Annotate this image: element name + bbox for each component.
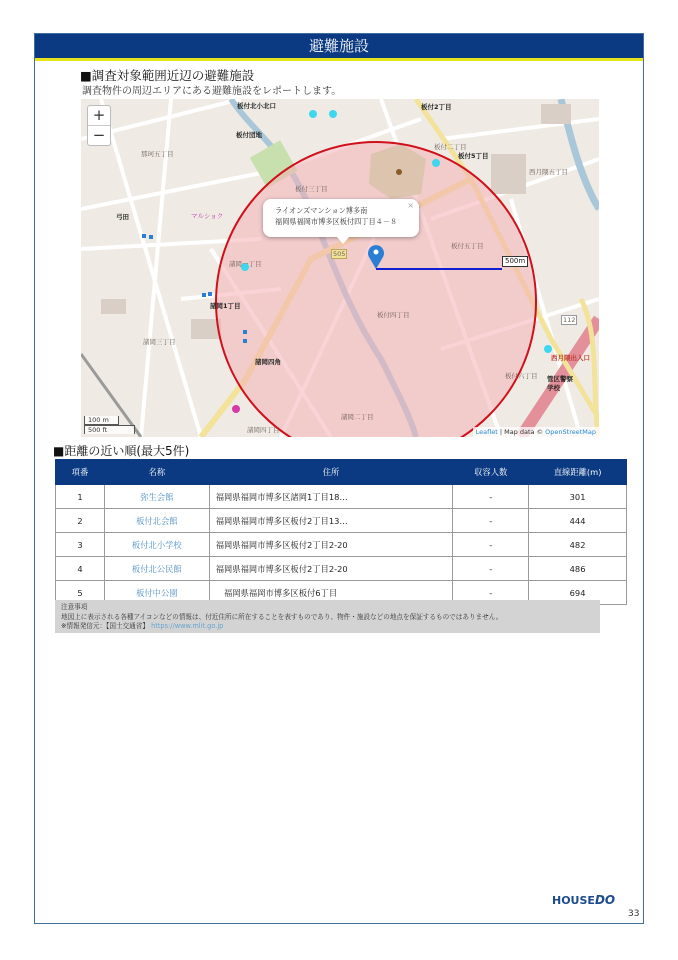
cell-no: 5 bbox=[56, 581, 105, 605]
table-row bbox=[56, 485, 627, 509]
cell-distance: 444 bbox=[529, 509, 627, 533]
housedo-logo bbox=[552, 893, 615, 907]
cell-capacity: - bbox=[453, 533, 529, 557]
shelter-marker bbox=[544, 345, 552, 353]
map-label: 管区警察学校 bbox=[547, 375, 573, 392]
notes-source bbox=[61, 622, 600, 632]
cell-capacity: - bbox=[453, 557, 529, 581]
cell-address: 福岡県福岡市博多区板付2丁目2-20 bbox=[209, 557, 453, 581]
column-header-distance: 直線距離(m) bbox=[529, 460, 627, 485]
map-label: 板付団地 bbox=[236, 131, 262, 139]
property-marker-dot bbox=[374, 250, 379, 255]
attribution-text: | Map data © bbox=[497, 428, 546, 436]
map-building bbox=[491, 154, 526, 194]
bus-stop-icon bbox=[202, 293, 206, 297]
bus-stop-icon bbox=[149, 235, 153, 239]
logo-do: DO bbox=[594, 893, 616, 907]
column-header-name: 名称 bbox=[104, 460, 209, 485]
section-title: ■調査対象範囲近辺の避難施設 bbox=[80, 68, 255, 83]
map-label: 諸岡一丁目 bbox=[229, 260, 262, 268]
page-number: 33 bbox=[628, 909, 640, 919]
cell-no: 3 bbox=[56, 533, 105, 557]
shelter-marker bbox=[309, 110, 317, 118]
property-popup bbox=[263, 199, 419, 237]
cell-distance: 301 bbox=[529, 485, 627, 509]
cell-name-link[interactable]: 板付北小学校 bbox=[104, 533, 209, 557]
popup-property-name: ライオンズマンション博多南 bbox=[275, 206, 368, 215]
cell-capacity: - bbox=[453, 485, 529, 509]
search-radius-circle bbox=[216, 142, 536, 437]
scale-imperial: 500 ft bbox=[84, 425, 135, 434]
cell-capacity: - bbox=[453, 509, 529, 533]
cell-distance: 482 bbox=[529, 533, 627, 557]
cell-distance: 486 bbox=[529, 557, 627, 581]
map-label: 弓田 bbox=[116, 213, 129, 221]
bus-stop-icon bbox=[243, 330, 247, 334]
column-header-capacity: 収容人数 bbox=[453, 460, 529, 485]
zoom-out-button[interactable]: − bbox=[88, 125, 110, 145]
header-accent-line bbox=[35, 58, 643, 61]
shrine-icon bbox=[396, 169, 402, 175]
scale-metric: 100 m bbox=[84, 416, 119, 425]
list-title: ■距離の近い順(最大5件) bbox=[53, 444, 190, 458]
shelter-map[interactable] bbox=[81, 99, 599, 437]
notes-source-label: ※情報発信元：【国土交通省】 bbox=[61, 622, 149, 630]
cell-capacity: - bbox=[453, 581, 529, 605]
map-label: 板付5丁目 bbox=[458, 152, 489, 160]
map-building bbox=[541, 104, 571, 124]
map-label: 諸岡三丁目 bbox=[143, 338, 176, 346]
cell-address: 福岡県福岡市博多区板付2丁目13… bbox=[209, 509, 453, 533]
cell-name-link[interactable]: 板付北公民館 bbox=[104, 557, 209, 581]
cell-address: 福岡県福岡市博多区板付6丁目 bbox=[209, 581, 453, 605]
notes-source-link[interactable]: https://www.mlit.go.jp bbox=[151, 622, 224, 630]
map-label: 板付北小北口 bbox=[237, 102, 276, 110]
popup-property-address: 福岡県福岡市博多区板付四丁目４－８ bbox=[275, 217, 398, 226]
map-building bbox=[101, 299, 126, 314]
map-label: 板付六丁目 bbox=[505, 372, 538, 380]
map-label: 板付五丁目 bbox=[451, 242, 484, 250]
map-label: 諸岡1丁目 bbox=[210, 302, 241, 310]
map-scale bbox=[84, 416, 135, 434]
logo-house: HOUSE bbox=[552, 894, 595, 907]
report-page bbox=[34, 33, 644, 924]
cell-no: 2 bbox=[56, 509, 105, 533]
table-row bbox=[56, 509, 627, 533]
table-row bbox=[56, 557, 627, 581]
bus-stop-icon bbox=[243, 339, 247, 343]
notes-box bbox=[55, 600, 600, 633]
map-label: マルショク bbox=[191, 212, 224, 220]
cell-distance: 694 bbox=[529, 581, 627, 605]
notes-heading: 注意事項 bbox=[61, 603, 88, 611]
hospital-icon bbox=[232, 405, 240, 413]
shelter-marker bbox=[329, 110, 337, 118]
zoom-in-button[interactable]: + bbox=[92, 106, 106, 124]
map-label: 板付二丁目 bbox=[434, 143, 467, 151]
table-row bbox=[56, 533, 627, 557]
map-label: 板付四丁目 bbox=[377, 311, 410, 319]
column-header-address: 住所 bbox=[209, 460, 453, 485]
cell-address: 福岡県福岡市博多区板付2丁目2-20 bbox=[209, 533, 453, 557]
cell-no: 4 bbox=[56, 557, 105, 581]
page-header: 避難施設 bbox=[35, 34, 643, 58]
bus-stop-icon bbox=[142, 234, 146, 238]
map-label: 諸岡四丁目 bbox=[247, 426, 280, 434]
map-road bbox=[441, 119, 599, 139]
cell-name-link[interactable]: 弥生会館 bbox=[104, 485, 209, 509]
leaflet-link[interactable]: Leaflet bbox=[475, 428, 498, 436]
cell-address: 福岡県福岡市博多区諸岡1丁目18… bbox=[209, 485, 453, 509]
shelter-marker bbox=[432, 159, 440, 167]
route-shield: 112 bbox=[563, 316, 576, 324]
cell-name-link[interactable]: 板付北会館 bbox=[104, 509, 209, 533]
map-label: 西月隈出入口 bbox=[551, 354, 590, 362]
radius-label: 500m bbox=[502, 256, 528, 267]
map-label: 板付三丁目 bbox=[295, 185, 328, 193]
map-attribution bbox=[473, 427, 599, 437]
map-label: 諸岡二丁目 bbox=[341, 413, 374, 421]
map-label: 板付2丁目 bbox=[421, 103, 452, 111]
cell-name-link[interactable]: 板付中公園 bbox=[104, 581, 209, 605]
map-label: 西月隈五丁目 bbox=[529, 168, 568, 176]
map-label: 那珂五丁目 bbox=[141, 150, 174, 158]
bus-stop-icon bbox=[208, 292, 212, 296]
route-shield: 505 bbox=[333, 250, 346, 258]
cell-no: 1 bbox=[56, 485, 105, 509]
column-header-no: 項番 bbox=[56, 460, 105, 485]
section-description: 調査物件の周辺エリアにある避難施設をレポートします。 bbox=[82, 86, 342, 97]
popup-close-button[interactable]: × bbox=[407, 201, 414, 210]
map-zoom-control bbox=[87, 105, 111, 146]
notes-body: 地図上に表示される各種アイコンなどの情報は、付近住所に所在することを表すものであり、物件・施設などの地点を保証するものではありません。 bbox=[61, 612, 503, 621]
table-header-row bbox=[56, 460, 627, 485]
map-label: 諸岡四角 bbox=[255, 358, 281, 366]
openstreetmap-link[interactable]: OpenStreetMap bbox=[545, 428, 596, 436]
shelter-table bbox=[55, 459, 627, 605]
popup-tip bbox=[337, 237, 349, 244]
